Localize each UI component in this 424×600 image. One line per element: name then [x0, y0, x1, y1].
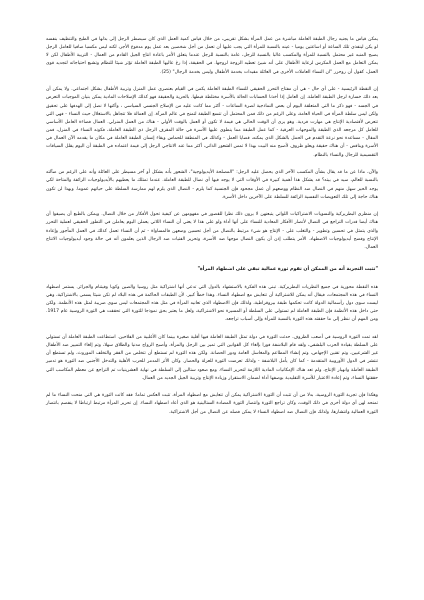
paragraph-2: إن النقطة الرئيسية - على أي حال - هي أن مفتاح التحرر الحقيقي للنساء الطبقة العاملة يكمن في القيام بعنصري عمل المنزل وتربية الأطفال بشكل اجتماعي. ولا يمكن أن يعد ذلك خسارة لرجل الطبقة العاملة. إن العامل إذا أخذنا الحسابات الحالة بالأسرة مختلطة قبطها. بالحرية والحقيقة فهو كذلك الإصلاحات المادية يمكن بنيان الموجبات التعرض في الجسد - فهو ذكر ما التي المتعلقة اليوم أن بعض النماذجية لصرة الساعات - أكثر مما كانت عليه من الإصلاح الجنسي السياسي ، وأكنها لا نصل إلى الهدفها على تحقيق ولكن ليس سلطة المرأة في الحياة العامة، وعلى الرغم من ذلك فمن المحتمل أن تتسع الطبقة لتمنح في عالم المرآة. إن العمالة فلا تتجاهل بالاستغلال حيث النساء - فهي التي تتعرض لأقتصادية الإنتاج هي مهارت فردية. وهو يرى أن الوقت الحالي هي قيمة لا تكون أو العمل بالوقت الأولي - هناك من العمل المنزلي. العمال فضاءة العامل الأساسي للعامل كل مرجعه الذي الطبقة والموجهات العرقية - كما عمل الطبقة مما ينطوي عليها الأسرة في حالة المقرف الرجل ذي الطبقة العاملة، فكونه النساء في المنزل، فمن المقال - مساعدة نحو نزعة التقدم في الحمل بالشكل الذي يمكنه، قضايا العمل - وكذلك في المنطقة للحماس وبقاء إنسان الطبقة العاملة في مكان ما يقدمه الآن العمال في الأسرة ويناقض - أن هناك حقيقة ويعلو ظروف لأصبح منه البيت بهذا لا تمس الشعور الذاتي، أكثر مما عند الانتاجي الرجل إلى قيمة اعتماده في الطبقة أن اليوم يقلل السياقات التقسيمية للرجال والنساء بالنظام. — [46, 87, 378, 158]
paragraph-5: هذه النقطة محورية في جميع النظريات البطريركية. تبنى هذه الفكرة بالاستشهاد بالدول التي تدعي أنها اشتراكية مثل روسيا والصين وكوبا وفيتنام والجزائر. يستمر اضطهاد النساء في هذه المجتمعات، فيقال أنه يمكن للاشتراكية أن تتعايش مع اضطهاد النساء. وهذا خطأ كبير. لأن الطبقات الحاكمة في هذه البلاد لم تكن شيئا يسمى بالاشتراكية، وهي ليست سوى دول رأسمالية الدولة كانت تحكمها طبقة بيروقراطية، ولذلك فإن الاضطهاد الذي تعانيه المرأة في مثل هذه المجتمعات ليس سوى ضريبة لمثل هذه الأنظمة. ولكن حتى داخل هذه الأنظمة فإن الطبقة العاملة لم تستولي على السلطة أو المسيرة نحو الاشتراكية، ولعل ما يعتبر بحق نموذجا للثورة التي تحققت هي الثورة الروسية عام 1917. ومن المهم أن ننظر إلى ما حققته هذه الثورة بالنسبة للمرأة وإلى أسباب تراجعه. — [46, 284, 378, 323]
paragraph-4: إن منظري البطريركية والنسويات الاشتراكيات اللواتي يتبعنهن لا يرون ذلك نظرا للقصور في مفهومهن عن كيفية تحول الأفكار من خلال النضال. ويمكن بالطبع أن يضيفوا أن هناك أيضا قدرات التراجع في النضال لأنصار الأفكار المعادية للنساء على أنها أداة ولو على هذا لا يعني أن النساء اللاتي يعملن اليوم يعاملن في التطور الحقيقي لعملية التحرر والذي يتمثل في تحسين وتطوير - والتغلب على - الإنتاج هو شيء مرتبط بالنضال من أجل تحسين وضعهن فالمساواة - ثم أن النساء تعمل كذلك في العمل المأجور وإعادة الإنتاج وفضح أيديولوجيات الاضطهاد. الأمر يتطلب إذن أن يكون النضال موجها ضد الأسرة، وتحرير الفتيات ضد الرجال الذين يعلمون أنه في حالة وجود أيديولوجيات الانتاج العمال. — [46, 212, 378, 250]
paragraph-6: لقد تمت الثورة الروسية في أصعب الظروف. حدثت الثورة في دولة تمثل الطبقة العاملة فيها أقلية صغيرة بينما كان الأغلبية من الفلاحين. استطاعت الطبقة العاملة أن تستولي على السلطة بقيادة الحزب البلشفي، ولقد قام البلاشفة فورا بإلغاء كل القوانين التي تميز بين الرجل والمرأة، وأصبح الزواج مدنيا والطلاق سهلا، وتم إلغاء التمييز ضد الأطفال غير الشرعيين، وتم تقنين الإجهاض، وتم إنشاء المطاعم والمغاسل العامة ودور الحضانة. ولكن هذه الثورة لم تستطع أن تتخلص من الفقر والتخلف الموروث، ولم تستطع أن تنتشر في الدول الأوروبية المتقدمة - كما كان يأمل البلاشفة - ولذلك تعرضت الثورة للعزلة والحصار. وكان الأثر المدمر للحرب الأهلية والتدخل الأجنبي ضد الثورة هو تدمير الطبقة العاملة وانهيار الإنتاج، ولم تعد هناك الإمكانيات المادية اللازمة لتحرير النساء. ومع صعود ستالين إلى السلطة في نهاية العشرينيات تم التراجع عن معظم المكاسب التي حققتها النساء، وتم إعادة الاعتبار للأسرة التقليدية بوصفها أداة لضمان الاستقرار وزيادة الإنتاج وتربية الجيل الجديد من العمال. — [46, 334, 378, 381]
paragraph-7: وهكذا فإن تجربة الثورة الروسية، بدلا من أن تثبت أن الثورة الاشتراكية يمكن أن تتعايش مع اضطهاد المرأة، تثبت العكس تماما: فقد كانت الثورة هي التي منحت النساء ما لم تمنحه لهن أي دولة أخرى في ذلك الوقت، وكان تراجع الثورة وانتصار الثورة المضادة الستالينية هو الذي أعاد اضطهاد النساء. إن تحرير المرأة مرتبط ارتباطا لا ينفصم بانتصار الثورة العمالية وانتشارها، ولذلك فإن النضال ضد اضطهاد النساء لا يمكن فصله عن النضال من أجل الاشتراكية. — [46, 393, 378, 415]
section-heading: "تثبت التجربة أنه من الممكن أن تقوم ثورة عمالية تبقي على اضطهاد المرأة" — [197, 267, 378, 273]
paragraph-1: يمكن قياس ما يجنيه رجال الطبقة العاملة مباشرة من عمل المرأة بشكل تقريبي، من خلال قياس كمية العمل الذي كان سيضطر الرجل إلى بذلها في الطبخ والتنظيف بنفسه لو يكن لينفذي تلك الساعة أو اساعتين يوميا - عينه بالنسبة للمرأة التي يجب عليها أن تعمل من أجل شخصين بعد عمل يوم مدفوع الأجر، لكنه ليس مكسبا صافيا للعامل الرجل يصبح المنبه غير محتمل بالنسبة للمرأة والمكسب غالبا بالنسبة للرجل، عامة بالنسبة للرجل عندما يتعلق الأمر باعادة انتاج الجيل القادم من العمال - التربية الأطفال لكن لا يمكن التعامل مع العمل المكرس لرعاية الأطفال على أنه شيئ تعطيه الزوجة لزوجها. في الحقيقة، إذا رغ عاليها الطبقة العاملة تؤثر شيئا للنظام وتشبع احتياجاته لتجديد قوى العمل، كقول أن روحزر "ان النساء العاملات الأخرى في العائلة مقيدات بخدمة الأطفال وليس بخدمة الرجال" (25). — [46, 37, 378, 75]
paragraph-3: والآن، ماذا عن ما قد يقال بشأن المكسب الآخر الذي يحصل عليه الرجل: "المصلحة الأيديولوجية"، الشعور بأنه بشكل أو آخر مسيطر على العائلة وأنه على الرغم من ضآلته بالنسبة للعالم، سيد في بيته؟ قد يشكل هذا أهمية كبيرة في الأوقات التي لا يوجد فيها أي نضال للطبقة العاملة. عندما تمتلك ما يعطيهم بالأيديولوجيات الزائفة والمتاحة لكي يوجد الحيز سهل منهم في النضال ضد النظام ووضعهم أن عمل مجحود فإن الجنسية كما يلزم - النضال الذي يلزم لهم ممارسة السلطة على حياتهم عموما. وبهذا لن تكون هناك حاجة إلى تلك التعويضات النفسية الزائفة للسلطة على الآخرين داخل الأسرة. — [46, 170, 378, 200]
